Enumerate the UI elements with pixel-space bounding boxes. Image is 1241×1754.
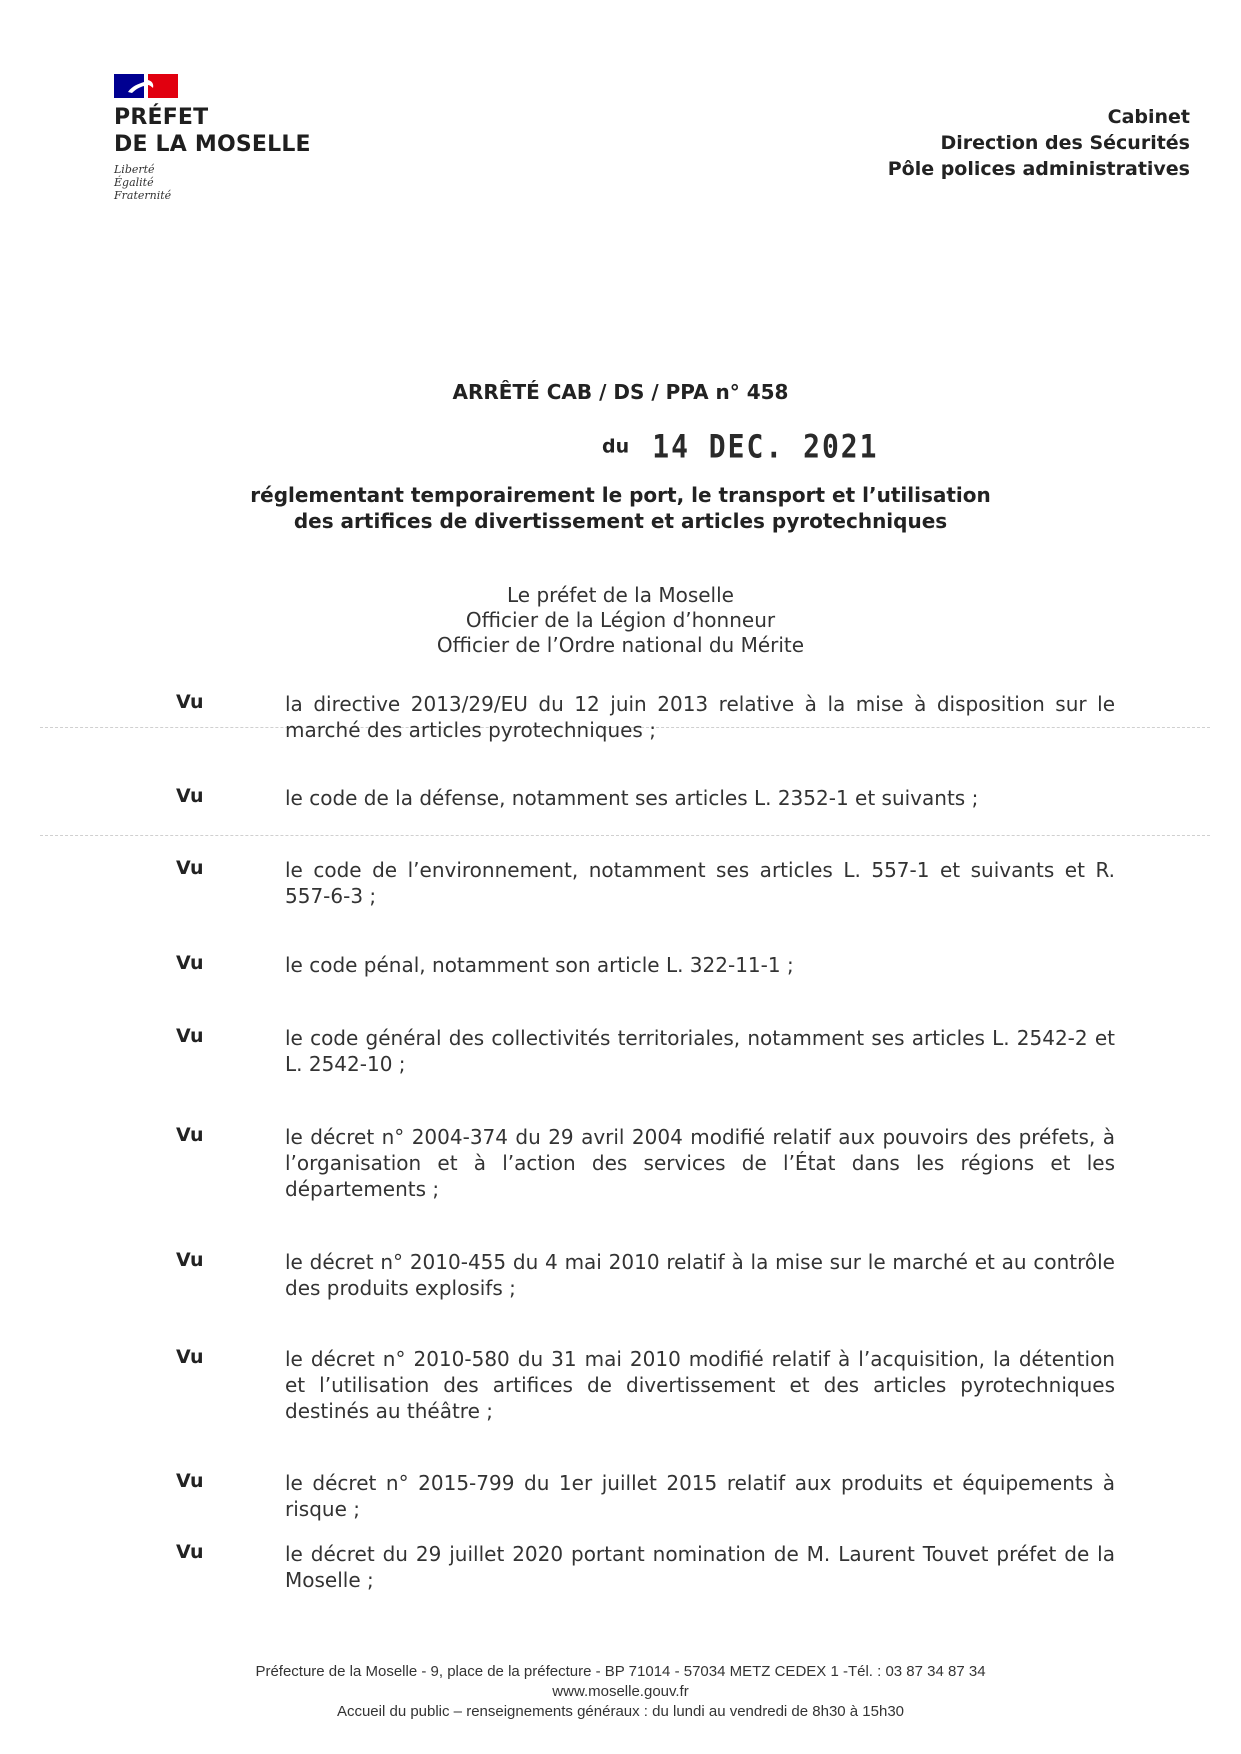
footer-address: Préfecture de la Moselle - 9, place de la préfecture - BP 71014 - 57034 METZ CEDEX 1 -Tél. : 03 87 34 87 34 <box>255 1663 986 1680</box>
service-direction: Direction des Sécurités <box>940 132 1190 154</box>
vu-label: Vu <box>176 1025 204 1047</box>
vu-label: Vu <box>176 857 204 879</box>
vu-label: Vu <box>176 1346 204 1368</box>
vu-label: Vu <box>176 785 204 807</box>
service-header <box>888 104 1190 182</box>
motto-liberte: Liberté <box>114 163 155 176</box>
prefect-line2: Officier de la Légion d’honneur <box>465 608 776 632</box>
prefect-line3: Officier de l’Ordre national du Mérite <box>436 633 805 657</box>
marianne-flag-icon <box>114 72 178 100</box>
prefect-titles <box>0 583 1241 658</box>
date-stamp: 14 DEC. 2021 <box>652 427 879 466</box>
republic-motto <box>114 163 311 202</box>
vu-text: le décret du 29 juillet 2020 portant nomination de M. Laurent Touvet préfet de la Moselle ; <box>285 1542 1115 1592</box>
service-cabinet: Cabinet <box>1107 106 1190 128</box>
vu-text: le décret n° 2010-580 du 31 mai 2010 modifié relatif à l’acquisition, la détention et l’utilisation des artifices de divertissement et des articles pyrotechniques destinés au théâtre ; <box>285 1347 1115 1423</box>
subject-line2: des artifices de divertissement et articles pyrotechniques <box>293 509 948 533</box>
vu-label: Vu <box>176 1470 204 1492</box>
prefecture-logo <box>114 72 311 202</box>
vu-text: la directive 2013/29/EU du 12 juin 2013 relative à la mise à disposition sur le marché des articles pyrotechniques ; <box>285 692 1115 742</box>
prefect-line1: Le préfet de la Moselle <box>507 583 734 607</box>
vu-text: le décret n° 2010-455 du 4 mai 2010 relatif à la mise sur le marché et au contrôle des produits explosifs ; <box>285 1250 1115 1300</box>
footer-hours: Accueil du public – renseignements généraux : du lundi au vendredi de 8h30 à 15h30 <box>336 1703 905 1720</box>
motto-fraternite: Fraternité <box>114 189 172 202</box>
subject-line1: réglementant temporairement le port, le transport et l’utilisation <box>250 483 991 507</box>
scan-artifact-line <box>40 835 1210 836</box>
service-pole: Pôle polices administratives <box>887 158 1190 180</box>
motto-egalite: Égalité <box>114 176 154 189</box>
vu-text: le code de l’environnement, notamment ses articles L. 557-1 et suivants et R. 557-6-3 ; <box>285 858 1115 908</box>
date-line <box>602 427 879 466</box>
vu-text: le code général des collectivités territoriales, notamment ses articles L. 2542-2 et L. 2542-10 ; <box>285 1026 1115 1076</box>
arrete-subject <box>0 482 1241 534</box>
vu-label: Vu <box>176 952 204 974</box>
vu-text: le décret n° 2004-374 du 29 avril 2004 modifié relatif aux pouvoirs des préfets, à l’organisation et à l’action des services de l’État dans les régions et les départements ; <box>285 1125 1115 1201</box>
arrete-title: ARRÊTÉ CAB / DS / PPA n° 458 <box>452 380 789 404</box>
vu-label: Vu <box>176 691 204 713</box>
page-footer <box>0 1662 1241 1722</box>
logo-title-line1: PRÉFET <box>114 105 209 130</box>
vu-text: le décret n° 2015-799 du 1er juillet 2015 relatif aux produits et équipements à risque ; <box>285 1471 1115 1521</box>
vu-label: Vu <box>176 1541 204 1563</box>
footer-website: www.moselle.gouv.fr <box>552 1683 689 1700</box>
vu-label: Vu <box>176 1249 204 1271</box>
logo-title <box>114 104 311 158</box>
date-prefix: du <box>602 435 630 458</box>
vu-label: Vu <box>176 1124 204 1146</box>
vu-text: le code de la défense, notamment ses articles L. 2352-1 et suivants ; <box>285 786 979 810</box>
vu-text: le code pénal, notamment son article L. 322-11-1 ; <box>285 953 794 977</box>
logo-title-line2: DE LA MOSELLE <box>114 132 311 157</box>
